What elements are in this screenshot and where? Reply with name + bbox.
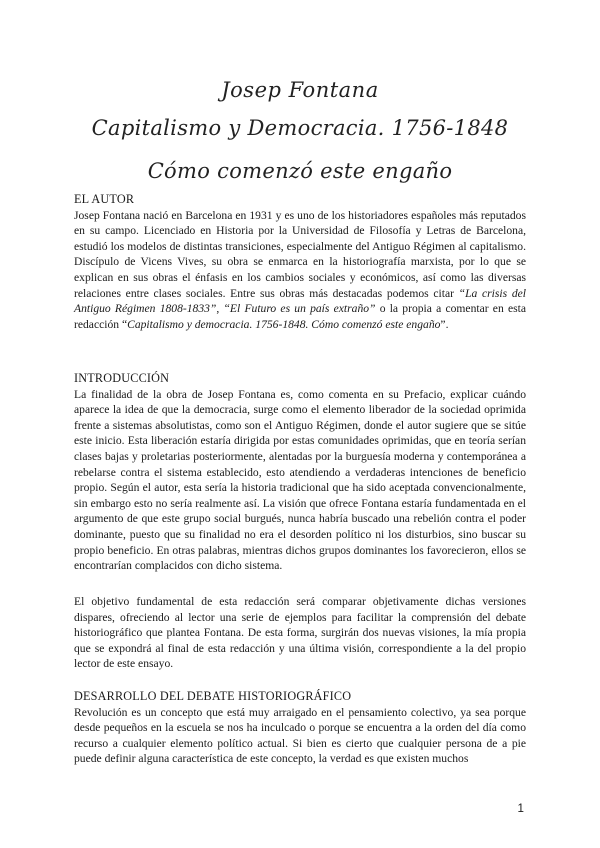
section-heading-desarrollo: DESARROLLO DEL DEBATE HISTORIOGRÁFICO [74, 689, 352, 703]
autor-work-1: “La crisis del Antiguo Régimen 1808-1833” [74, 286, 526, 316]
autor-text-2: o la propia a comentar en esta redacción “ [74, 302, 526, 331]
section-heading-introduccion: INTRODUCCIÓN [74, 371, 170, 385]
paragraph-autor [74, 208, 526, 333]
autor-work-2: “El Futuro es un país extraño” [223, 302, 376, 316]
autor-work-3: Capitalismo y democracia. 1756-1848. Cómo comenzó este engaño [127, 317, 441, 331]
section-desarrollo [74, 689, 526, 767]
book-title: Capitalismo y Democracia. 1756-1848 [91, 116, 509, 140]
section-heading-autor: EL AUTOR [74, 192, 135, 206]
autor-text-3: ”. [440, 317, 449, 331]
book-subtitle: Cómo comenzó este engaño [147, 159, 453, 183]
paragraph-desarrollo: Revolución es un concepto que está muy arraigado en el pensamiento colectivo, ya sea porque desde pequeños en la escuela se nos ha inculcado o porque se encuentra a la orden del día como recurso a cualquier elemento político actual. Si bien es cierto que cualquier persona de a pie puede definir alguna característica de este concepto, la verdad es que existen muchos [74, 705, 526, 766]
section-autor [74, 192, 526, 332]
section-introduccion-cont [74, 594, 526, 672]
paragraph-introduccion-2: El objetivo fundamental de esta redacción será comparar objetivamente dichas versiones dispares, ofreciendo al lector una serie de ejemplos para facilitar la comprensión del debate historiográfico que plantea Fontana. De esta forma, surgirán dos nuevas visiones, la mía propia que se expondrá al final de esta redacción y una última visión, correspondiente a la del propio lector de este ensayo. [74, 595, 526, 671]
author-title: Josep Fontana [221, 78, 379, 102]
autor-text-1: Josep Fontana nació en Barcelona en 1931 y es uno de los historiadores españoles más reputados en su campo. Licenciado en Historia por la Universidad de Filosofía y Letras de Barcelona, estudió los modelos de distintas transiciones, especialmente del Antiguo Régimen al capitalismo. Discípulo de Vicens Vives, su obra se enmarca en la historiografía marxista, por lo que se explican en sus obras el énfasis en los cambios sociales y económicos, así como las diversas relaciones entre clases sociales. Entre sus obras más destacadas podemos citar [74, 208, 526, 300]
paragraph-introduccion-1: La finalidad de la obra de Josep Fontana es, como comenta en su Prefacio, explicar cuándo aparece la idea de que la democracia, surge como el elemento liberador de la sociedad oprimida frente a sistemas absolutistas, como son el Antiguo Régimen, donde el autor sugiere que se sitúe este inicio. Esta liberación estaría dirigida por estas comunidades oprimidas, que en teoría serían clases bajas y proletarias posteriormente, alentadas por la burguesía moderna y contemporánea a rebelarse contra el sistema establecido, esto atendiendo a verdaderas intenciones de beneficio propio. Según el autor, esta sería la historia tradicional que ha sido aceptada convencionalmente, sin embargo esto no sería realmente así. La visión que ofrece Fontana estaría fundamentada en el argumento de que este grupo social burgués, nunca habría buscado una rebelión contra el poder dominante, puesto que su finalidad no era el desorden político ni los disturbios, sino buscar su propio beneficio. En otras palabras, mientras dichos grupos dominantes los favorecieron, ellos se encontrarían complacidos con dicho sistema. [74, 387, 526, 573]
page-number: 1 [517, 802, 524, 815]
section-introduccion [74, 371, 526, 574]
autor-sep: , [216, 302, 224, 316]
